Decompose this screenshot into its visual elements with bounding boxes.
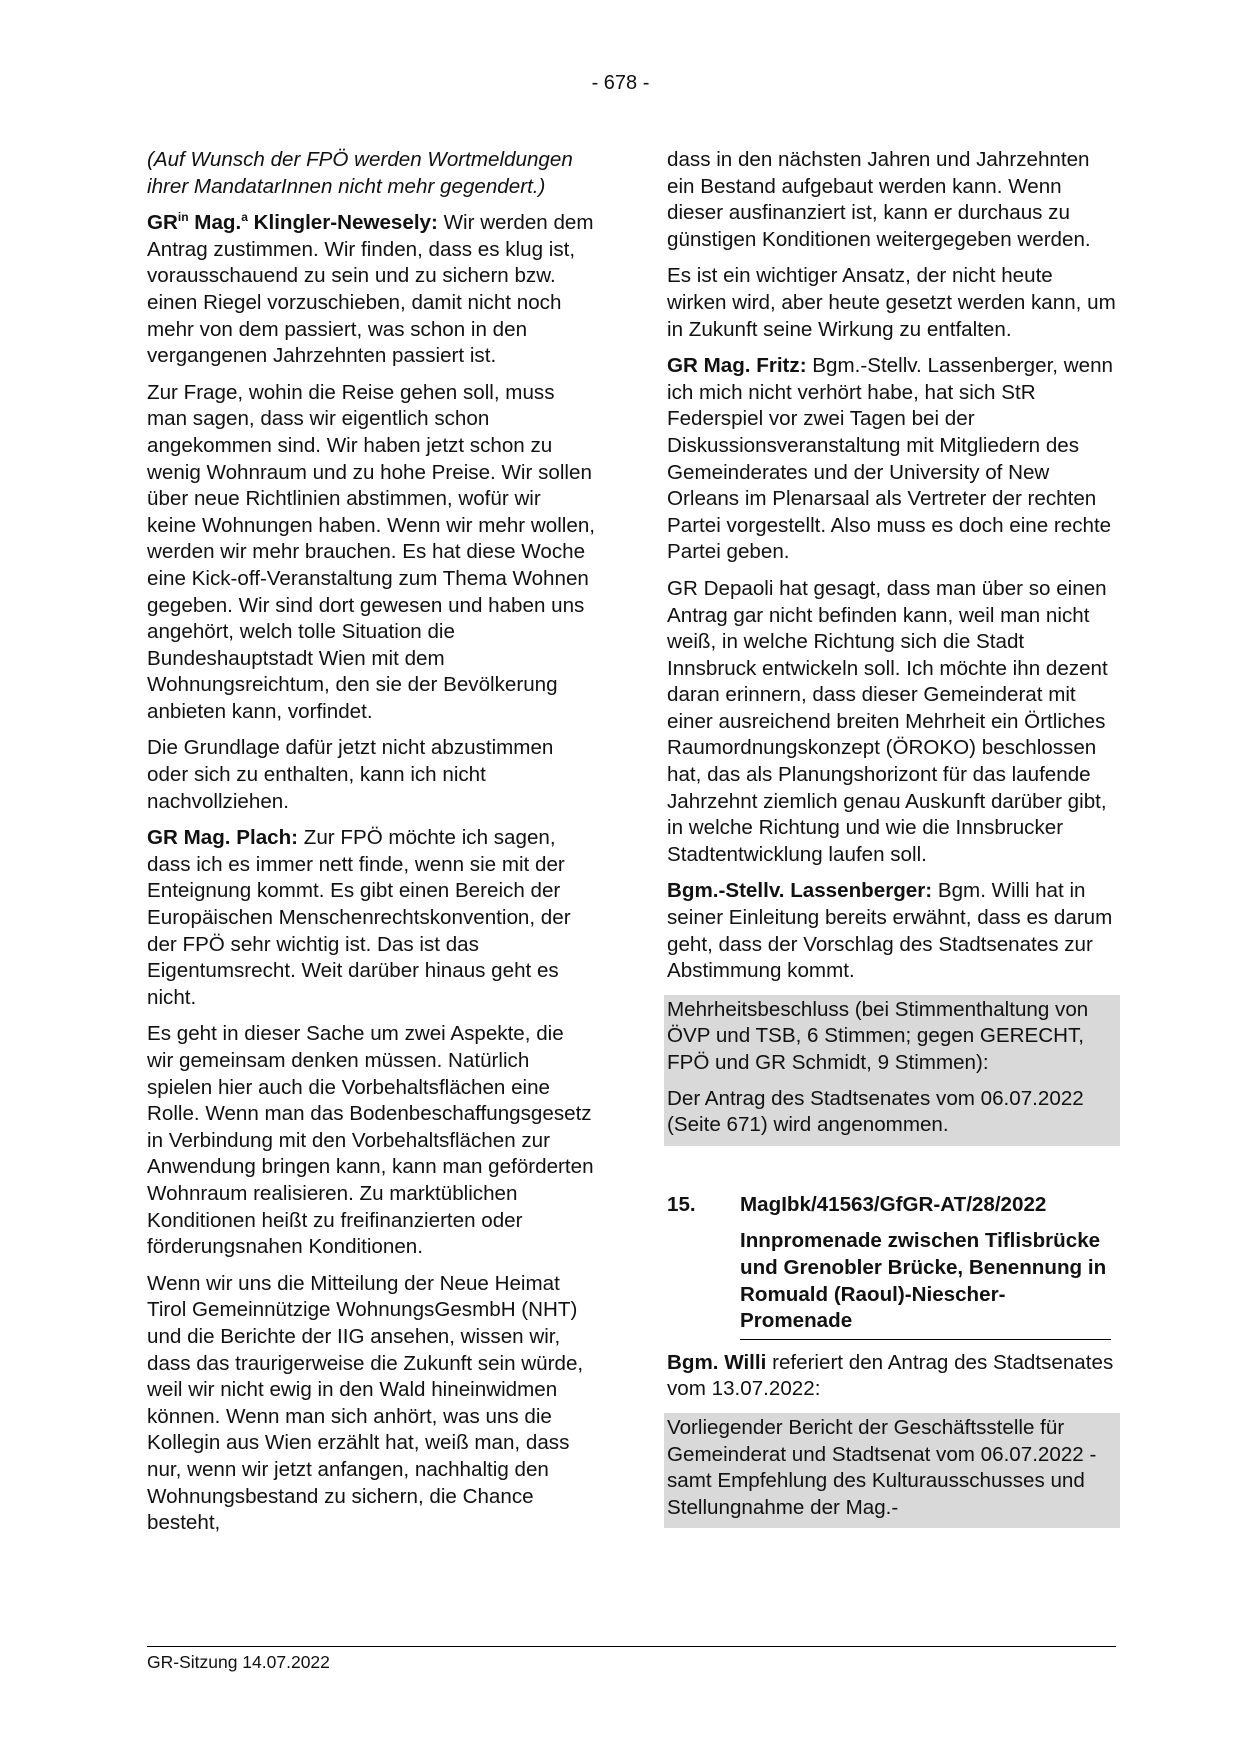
- speech-text: Wir werden dem Antrag zustimmen. Wir finden, dass es klug ist, vorausschauend zu sein und zu sichern bzw. einen Riegel vorzuschieben, damit nicht noch mehr von dem passiert, was schon in den vergangenen Jahrzehnten passiert ist.: [147, 211, 594, 368]
- footer-rule: [147, 1646, 1116, 1647]
- speaker-name: GR Mag. Fritz:: [667, 354, 807, 378]
- right-column: [667, 147, 1117, 1528]
- paragraph-plach: [147, 825, 595, 1011]
- footer-session: GR-Sitzung 14.07.2022: [147, 1652, 330, 1672]
- paragraph-fritz: [667, 353, 1117, 566]
- report-box: [664, 1413, 1120, 1528]
- speech-text: referiert den Antrag des Stadtsenates vom 13.07.2022:: [667, 1350, 1114, 1401]
- decision-result: Der Antrag des Stadtsenates vom 06.07.2022 (Seite 671) wird angenommen.: [667, 1086, 1084, 1137]
- paragraph: Wenn wir uns die Mitteilung der Neue Heimat Tirol Gemeinnützige WohnungsGesmbH (NHT) und die Berichte der IIG ansehen, wissen wir, dass das traurigerweise die Zukunft sein würde, weil wir nicht ewig in den Wald hineinwidmen können. Wenn man sich anhört, was uns die Kollegin aus Wien erzählt hat, weiß man, dass nur, wenn wir jetzt anfangen, nachhaltig den Wohnungsbestand zu sichern, die Chance besteht,: [147, 1271, 584, 1535]
- speaker-name: Bgm.-Stellv. Lassenberger:: [667, 879, 933, 903]
- left-column: [147, 147, 595, 1547]
- paragraph-klingler: [147, 210, 595, 370]
- agenda-reference: MagIbk/41563/GfGR-AT/28/2022: [740, 1192, 1047, 1216]
- page-number: - 678 -: [591, 72, 650, 94]
- speech-text: Bgm.-Stellv. Lassenberger, wenn ich mich nicht verhört habe, hat sich StR Federspiel vor zwei Tagen bei der Diskussionsveranstaltung mit Mitgliedern des Gemeinderates und der University of New Orleans im Plenarsaal als Vertreter der rechten Partei vorgestellt. Also muss es doch eine rechte Partei geben.: [667, 354, 1113, 564]
- paragraph-lassenberger: [667, 878, 1117, 984]
- speaker-name: GR Mag. Plach:: [147, 826, 299, 850]
- gender-note: (Auf Wunsch der FPÖ werden Wortmeldungen ihrer MandatarInnen nicht mehr gegendert.): [147, 148, 573, 198]
- paragraph-willi: [667, 1350, 1117, 1403]
- speech-text: Zur FPÖ möchte ich sagen, dass ich es immer nett finde, wenn sie mit der Enteignung kommt. Es gibt einen Bereich der Europäischen Menschenrechtskonvention, der der FPÖ sehr wichtig ist. Das ist das Eigentumsrecht. Weit darüber hinaus geht es nicht.: [147, 826, 571, 1009]
- report-text: Vorliegender Bericht der Geschäftsstelle für Gemeinderat und Stadtsenat vom 06.07.2022 - samt Empfehlung des Kulturausschusses und Stellungnahme der Mag.-: [667, 1415, 1097, 1519]
- agenda-title: Innpromenade zwischen Tiflisbrücke und Grenobler Brücke, Benennung in Romuald (Raoul)-Niescher-Promenade: [740, 1228, 1111, 1339]
- decision-box: [664, 995, 1120, 1146]
- speaker-name: $GR^{in}$ Mag.$^a$ Klingler-Newesely:: [147, 210, 438, 235]
- paragraph: Die Grundlage dafür jetzt nicht abzustimmen oder sich zu enthalten, kann ich nicht nachvollziehen.: [147, 736, 554, 813]
- speech-text: Bgm. Willi hat in seiner Einleitung bereits erwähnt, dass es darum geht, dass der Vorschlag des Stadtsenates zur Abstimmung kommt.: [667, 879, 1113, 983]
- speaker-name: Bgm. Willi: [667, 1350, 767, 1374]
- agenda-item-header: [667, 1192, 1117, 1219]
- paragraph: GR Depaoli hat gesagt, dass man über so einen Antrag gar nicht befinden kann, weil man nicht weiß, in welche Richtung sich die Stadt Innsbruck entwickeln soll. Ich möchte ihn dezent daran erinnern, dass dieser Gemeinderat mit einer ausreichend breiten Mehrheit ein Örtliches Raumordnungskonzept (ÖROKO) beschlossen hat, das als Planungshorizont für das laufende Jahrzehnt ziemlich genau Auskunft darüber gibt, in welche Richtung und wie die Innsbrucker Stadtentwicklung laufen soll.: [667, 576, 1108, 866]
- paragraph: Es geht in dieser Sache um zwei Aspekte, die wir gemeinsam denken müssen. Natürlich spielen hier auch die Vorbehaltsflächen eine Rolle. Wenn man das Bodenbeschaffungsgesetz in Verbindung mit den Vorbehaltsflächen zur Anwendung bringen kann, kann man geförderten Wohnraum realisieren. Zu marktüblichen Konditionen heißt zu freifinanzierten oder förderungsnahen Konditionen.: [147, 1022, 594, 1259]
- agenda-number: 15.: [667, 1192, 696, 1216]
- paragraph: Es ist ein wichtiger Ansatz, der nicht heute wirken wird, aber heute gesetzt werden kann, um in Zukunft seine Wirkung zu entfalten.: [667, 264, 1116, 341]
- paragraph: dass in den nächsten Jahren und Jahrzehnten ein Bestand aufgebaut werden kann. Wenn dieser ausfinanziert ist, kann er durchaus zu günstigen Konditionen weitergegeben werden.: [667, 148, 1091, 251]
- paragraph: Zur Frage, wohin die Reise gehen soll, muss man sagen, dass wir eigentlich schon angekommen sind. Wir haben jetzt schon zu wenig Wohnraum und zu hohe Preise. Wir sollen über neue Richtlinien abstimmen, wofür wir keine Wohnungen haben. Wenn wir mehr wollen, werden wir mehr brauchen. Es hat diese Woche eine Kick-off-Veranstaltung zum Thema Wohnen gegeben. Wir sind dort gewesen und haben uns angehört, welch tolle Situation die Bundeshauptstadt Wien mit dem Wohnungsreichtum, den sie der Bevölkerung anbieten kann, vorfindet.: [147, 380, 595, 723]
- decision-majority: Mehrheitsbeschluss (bei Stimmenthaltung von ÖVP und TSB, 6 Stimmen; gegen GERECHT, FPÖ und GR Schmidt, 9 Stimmen):: [667, 997, 1089, 1074]
